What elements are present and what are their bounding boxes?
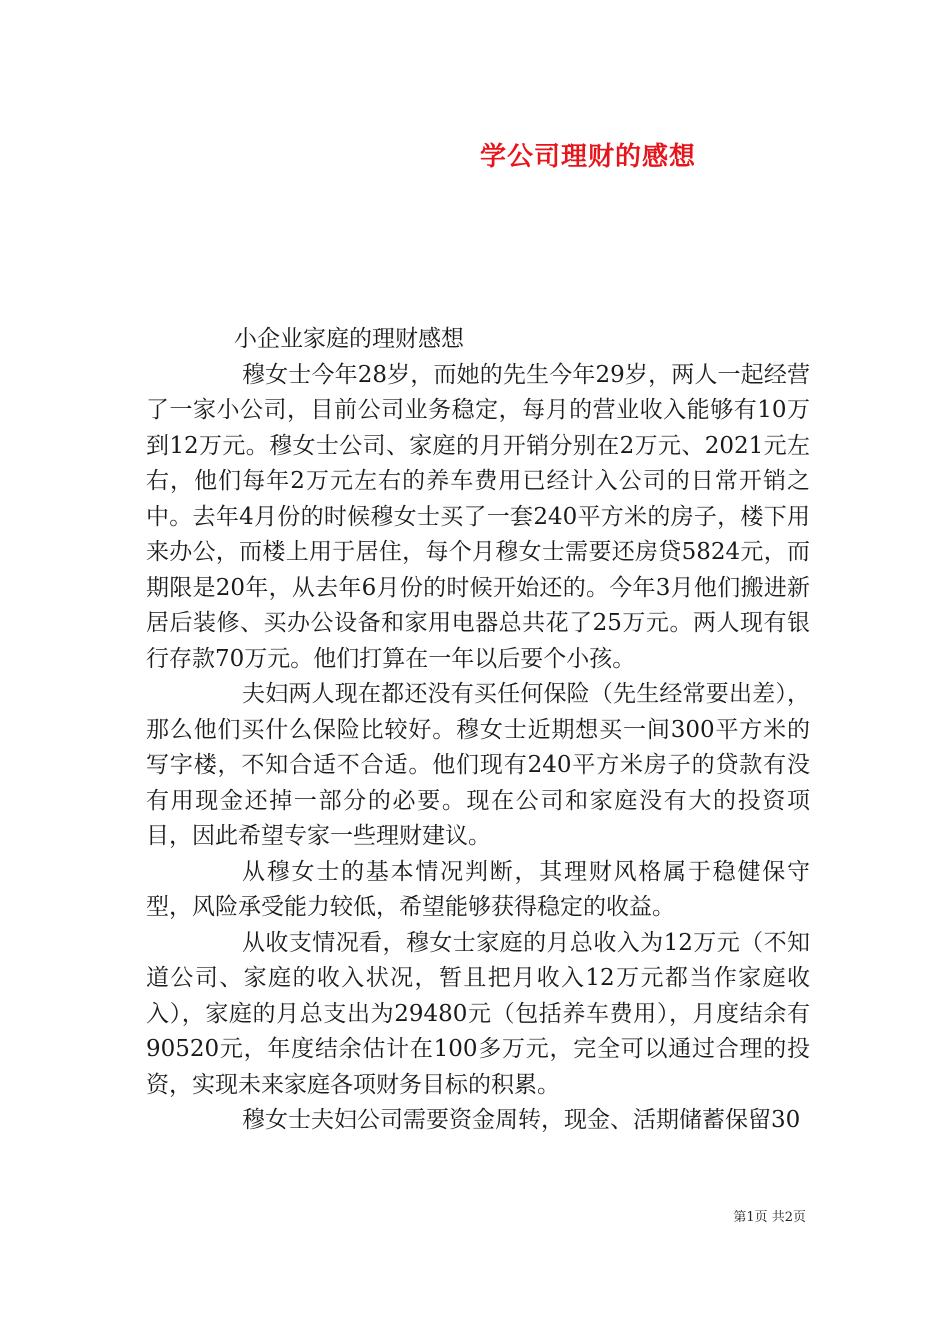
document-subtitle: 小企业家庭的理财感想 bbox=[234, 326, 464, 352]
paragraph-4: 从收支情况看，穆女士家庭的月总收入为12万元（不知道公司、家庭的收入状况，暂且把月收入12万元都当作家庭收入），家庭的月总支出为29480元（包括养车费用），月度结余有90520元，年度结余估计在100多万元，完全可以通过合理的投资，实现未来家庭各项财务目标的积累。 bbox=[146, 929, 810, 1098]
document-body bbox=[146, 322, 810, 1139]
paragraph-3: 从穆女士的基本情况判断，其理财风格属于稳健保守型，风险承受能力较低，希望能够获得稳定的收益。 bbox=[146, 858, 810, 920]
document-title: 学公司理财的感想 bbox=[479, 142, 696, 172]
paragraph-1: 穆女士今年28岁，而她的先生今年29岁，两人一起经营了一家小公司，目前公司业务稳定，每月的营业收入能够有10万到12万元。穆女士公司、家庭的月开销分别在2万元、2021元左右，他们每年2万元左右的养车费用已经计入公司的日常开销之中。去年4月份的时候穆女士买了一套240平方米的房子，楼下用来办公，而楼上用于居住，每个月穆女士需要还房贷5824元，而期限是20年，从去年6月份的时候开始还的。今年3月他们搬进新居后装修、买办公设备和家用电器总共花了25万元。两人现有银行存款70万元。他们打算在一年以后要个小孩。 bbox=[146, 361, 810, 672]
page-number-footer: 第1页 共2页 bbox=[733, 1210, 806, 1225]
paragraph-2: 夫妇两人现在都还没有买任何保险（先生经常要出差），那么他们买什么保险比较好。穆女士近期想买一间300平方米的写字楼，不知合适不合适。他们现有240平方米房子的贷款有没有用现金还掉一部分的必要。现在公司和家庭没有大的投资项目，因此希望专家一些理财建议。 bbox=[146, 681, 810, 849]
paragraph-5: 穆女士夫妇公司需要资金周转，现金、活期储蓄保留30 bbox=[242, 1107, 801, 1133]
